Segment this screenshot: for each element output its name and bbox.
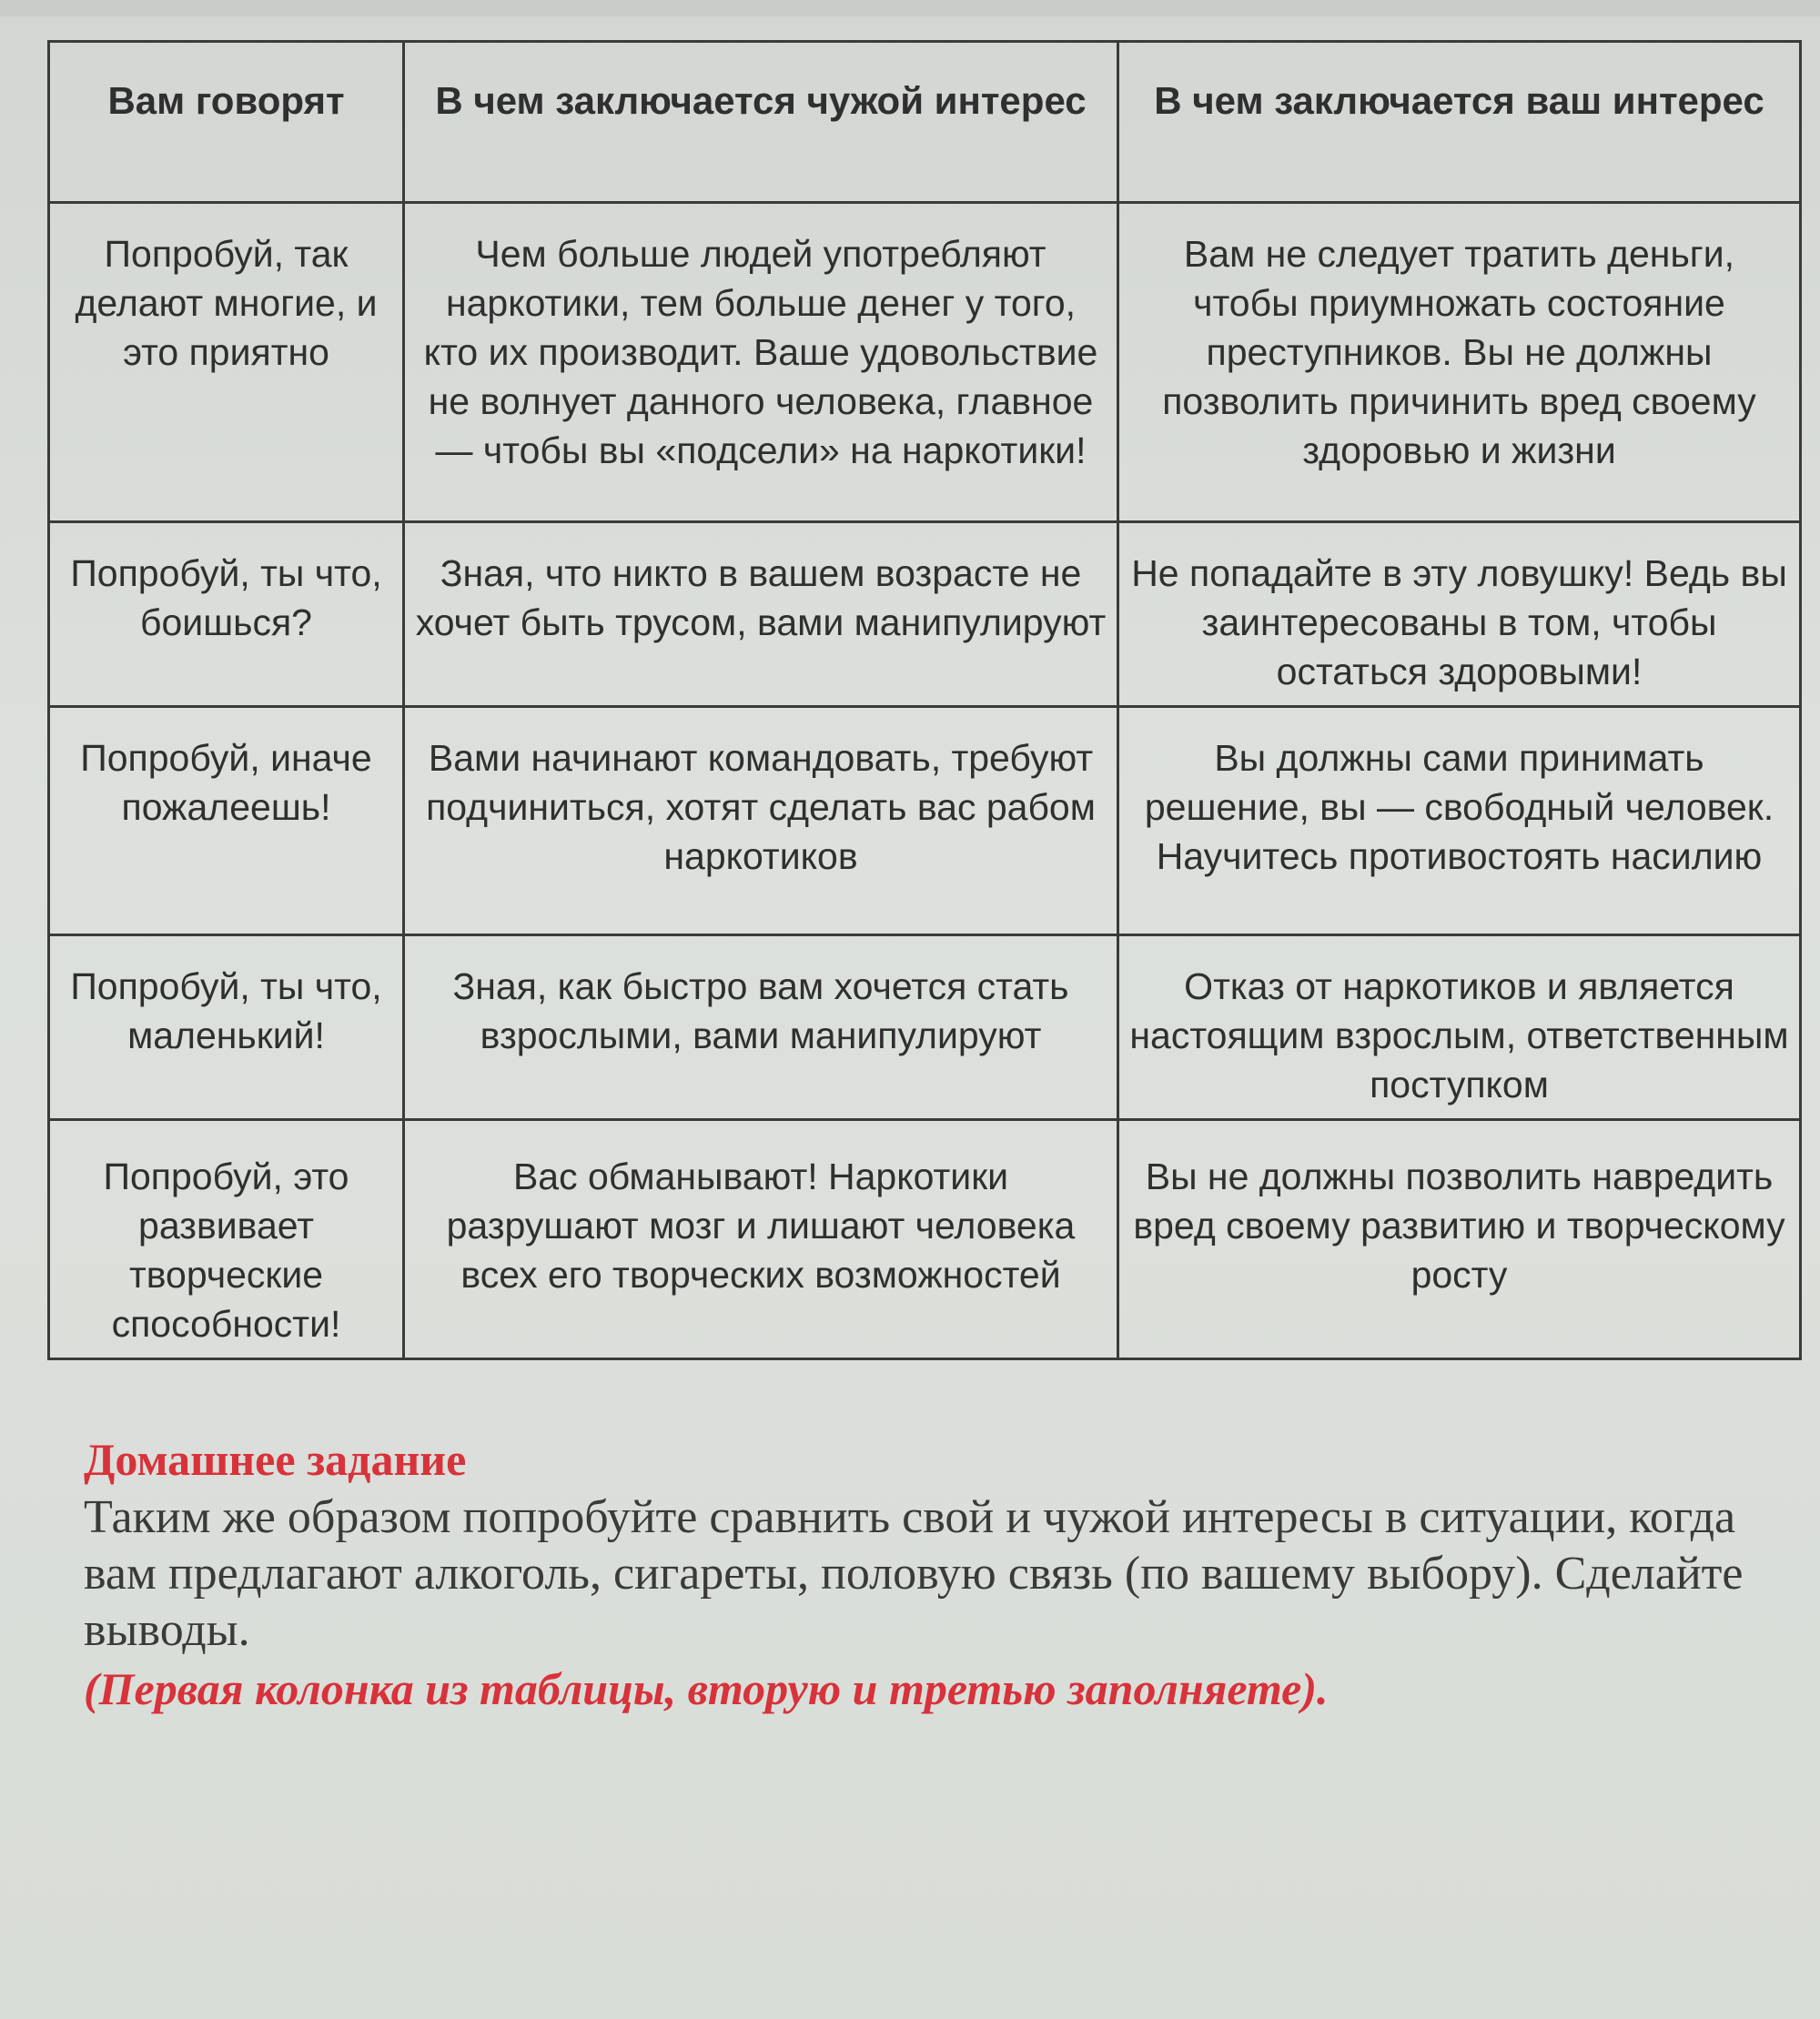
cell-said: Попробуй, ты что, маленький! bbox=[49, 935, 404, 1120]
cell-other-interest: Вас обманывают! Наркотики разрушают мозг и лишают человека всех его творческих возможностей bbox=[404, 1120, 1118, 1359]
cell-your-interest: Вы не должны позволить навредить вред своему развитию и творческому росту bbox=[1118, 1120, 1801, 1359]
homework-text: Таким же образом попробуйте сравнить свой и чужой интересы в ситуации, когда вам предлагают алкоголь, сигареты, половую связь (по вашему выбору). Сделайте выводы. bbox=[84, 1491, 1744, 1656]
table-header-row bbox=[49, 42, 1801, 203]
cell-said: Попробуй, это развивает творческие способности! bbox=[49, 1120, 404, 1359]
table-row bbox=[49, 1120, 1801, 1359]
homework-section bbox=[84, 1433, 1758, 1717]
comparison-table bbox=[47, 40, 1802, 1360]
cell-your-interest: Не попадайте в эту ловушку! Ведь вы заинтересованы в том, чтобы остаться здоровыми! bbox=[1118, 522, 1801, 707]
top-strip bbox=[0, 0, 1820, 16]
cell-other-interest: Зная, как быстро вам хочется стать взрослыми, вами манипулируют bbox=[404, 935, 1118, 1120]
header-other-interest: В чем заключается чужой интерес bbox=[404, 42, 1118, 203]
table-row bbox=[49, 707, 1801, 935]
cell-said: Попробуй, иначе пожалеешь! bbox=[49, 707, 404, 935]
homework-title: Домашнее задание bbox=[84, 1434, 467, 1485]
header-said: Вам говорят bbox=[49, 42, 404, 203]
cell-said: Попробуй, ты что, боишься? bbox=[49, 522, 404, 707]
table-row bbox=[49, 935, 1801, 1120]
header-your-interest: В чем заключается ваш интерес bbox=[1118, 42, 1801, 203]
cell-other-interest: Чем больше людей употребляют наркотики, тем больше денег у того, кто их производит. Ваше удовольствие не волнует данного человека, главное — чтобы вы «подсели» на наркотики! bbox=[404, 203, 1118, 522]
table-row bbox=[49, 522, 1801, 707]
cell-your-interest: Отказ от наркотиков и является настоящим взрослым, ответственным поступком bbox=[1118, 935, 1801, 1120]
cell-other-interest: Вами начинают командовать, требуют подчиниться, хотят сделать вас рабом наркотиков bbox=[404, 707, 1118, 935]
homework-note: (Первая колонка из таблицы, вторую и третью заполняете). bbox=[84, 1663, 1329, 1714]
table-row bbox=[49, 203, 1801, 522]
cell-said: Попробуй, так делают многие, и это приятно bbox=[49, 203, 404, 522]
cell-other-interest: Зная, что никто в вашем возрасте не хочет быть трусом, вами манипулируют bbox=[404, 522, 1118, 707]
cell-your-interest: Вы должны сами принимать решение, вы — свободный человек. Научитесь противостоять насилию bbox=[1118, 707, 1801, 935]
cell-your-interest: Вам не следует тратить деньги, чтобы приумножать состояние преступников. Вы не должны позволить причинить вред своему здоровью и жизни bbox=[1118, 203, 1801, 522]
